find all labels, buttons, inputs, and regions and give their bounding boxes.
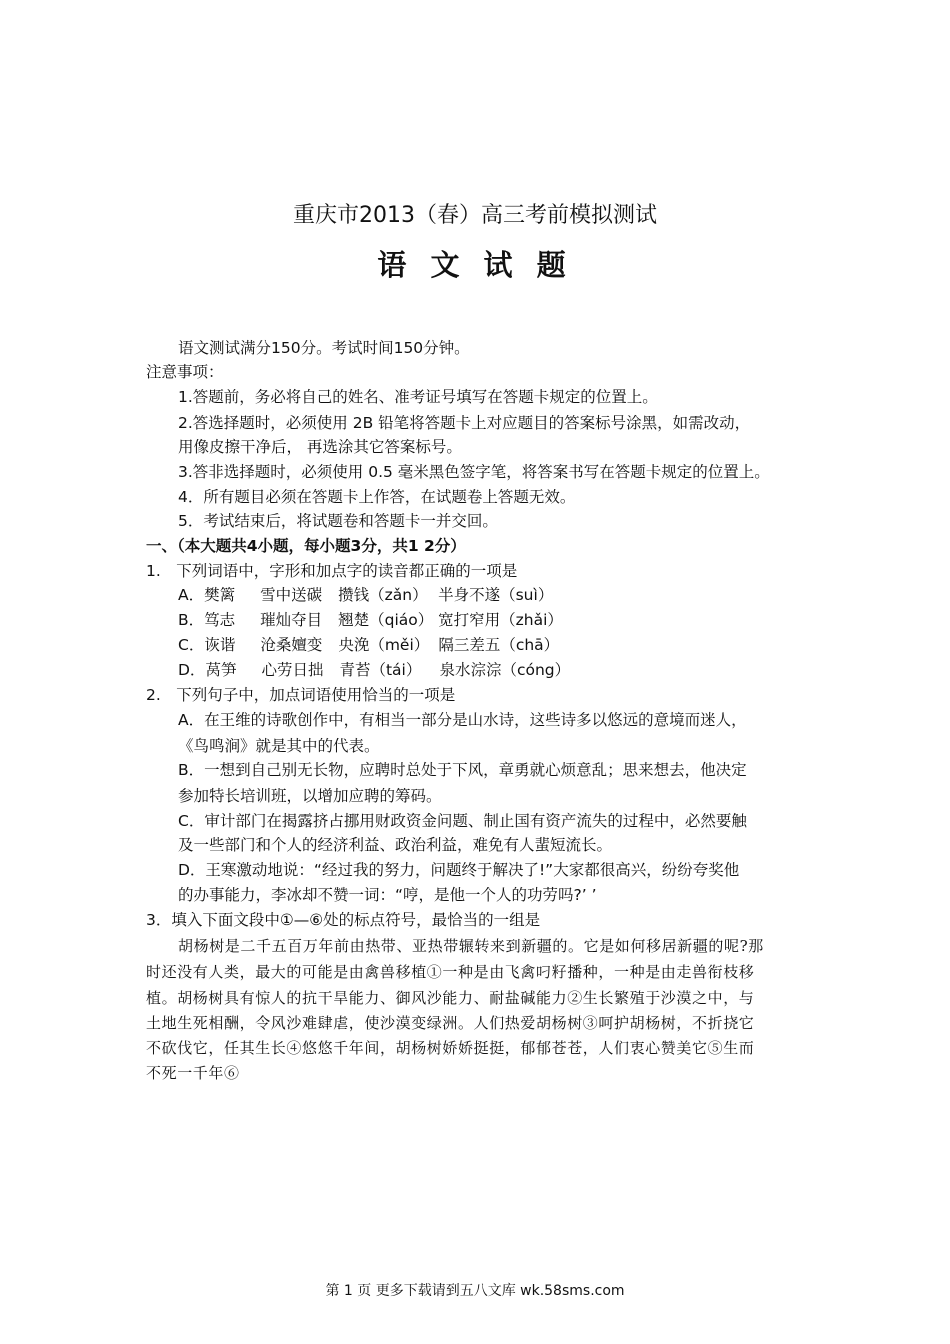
page-footer: 第 1 页 更多下载请到五八文库 wk.58sms.com	[325, 1283, 625, 1299]
q1-option-d	[178, 660, 570, 680]
option-word: 雪中送碳	[260, 586, 323, 604]
note-2: 2.答选择题时，必须使用 2B 铅笔将答题卡上对应题目的答案标号涂黑，如需改动，	[178, 414, 751, 432]
option-word: 莴笋	[205, 661, 237, 679]
q3-passage-line: 不死一千年⑥	[146, 1064, 240, 1082]
q1-stem: 1. 下列词语中，字形和加点字的读音都正确的一项是	[146, 562, 518, 580]
note-2-cont: 用像皮擦干净后， 再选涂其它答案标号。	[178, 438, 462, 456]
q1-option-b	[178, 610, 563, 630]
q2-line: 的办事能力，李冰却不赞一词：“哼，是他一个人的功劳吗?’ ’	[178, 886, 597, 904]
option-label: A．	[178, 586, 205, 604]
note-5: 5．考试结束后，将试题卷和答题卡一并交回。	[178, 512, 498, 530]
option-word: 攒钱（zǎn）	[338, 586, 428, 604]
option-word: 笃志	[204, 611, 236, 629]
option-word: 樊篱	[204, 586, 236, 604]
option-word: 璀灿夺目	[260, 611, 323, 629]
q3-passage-line: 胡杨树是二千五百万年前由热带、亚热带辗转来到新疆的。它是如何移居新疆的呢?那	[178, 937, 764, 955]
note-3: 3.答非选择题时，必须使用 0.5 毫米黑色签字笔，将答案书写在答题卡规定的位置上。	[178, 463, 770, 481]
q3-passage-line: 时还没有人类，最大的可能是由禽兽移植①一种是由飞禽叼籽播种，一种是由走兽衔枝移	[146, 963, 755, 981]
q2-line: 《鸟鸣涧》就是其中的代表。	[178, 737, 380, 755]
notice-title: 注意事项：	[146, 363, 224, 381]
q2-stem: 2. 下列句子中，加点词语使用恰当的一项是	[146, 686, 456, 704]
note-1: 1.答题前，务必将自己的姓名、准考证号填写在答题卡规定的位置上。	[178, 388, 658, 406]
option-word: 央浼（měi）	[338, 636, 430, 654]
option-word: 心劳日拙	[261, 661, 324, 679]
q3-passage-line: 土地生死相酬，令风沙难肆虐，使沙漠变绿洲。人们热爱胡杨树③呵护胡杨树，不折挠它	[146, 1014, 755, 1032]
q2-line: C．审计部门在揭露挤占挪用财政资金问题、制止国有资产流失的过程中，必然要触	[178, 812, 747, 830]
q2-line: 及一些部门和个人的经济利益、政治利益，难免有人蜚短流长。	[178, 836, 613, 854]
score-line: 语文测试满分150分。考试时间150分钟。	[178, 339, 470, 357]
option-label: C．	[178, 636, 205, 654]
option-label: D．	[178, 661, 206, 679]
option-word: 宽打窄用（zhǎi）	[438, 611, 563, 629]
q2-line: D．王寒激动地说：“经过我的努力，问题终于解决了!”大家都很高兴，纷纷夸奖他	[178, 861, 740, 879]
option-word: 沧桑嬗变	[260, 636, 323, 654]
q3-stem: 3．填入下面文段中①—⑥处的标点符号，最恰当的一组是	[146, 911, 541, 929]
q2-line: A．在王维的诗歌创作中，有相当一部分是山水诗，这些诗多以悠远的意境而迷人，	[178, 711, 747, 729]
option-word: 泉水淙淙（cóng）	[439, 661, 571, 679]
q1-option-a	[178, 585, 553, 605]
note-4: 4．所有题目必须在答题卡上作答，在试题卷上答题无效。	[178, 488, 576, 506]
option-word: 青苔（tái）	[339, 661, 422, 679]
q1-option-c	[178, 635, 559, 655]
q3-passage-line: 植。胡杨树具有惊人的抗干旱能力、御风沙能力、耐盐碱能力②生长繁殖于沙漠之中，与	[146, 989, 755, 1007]
q3-passage-line: 不砍伐它，任其生长④悠悠千年间，胡杨树娇娇挺挺，郁郁苍苍，人们衷心赞美它⑤生而	[146, 1039, 755, 1057]
exam-title: 重庆市2013（春）高三考前模拟测试	[293, 203, 657, 228]
option-word: 隔三差五（chā）	[438, 636, 560, 654]
option-label: B．	[178, 611, 205, 629]
subject-title: 语 文 试 题	[377, 248, 573, 282]
q2-line: B．一想到自己别无长物，应聘时总处于下风，章勇就心烦意乱；思来想去，他决定	[178, 761, 747, 779]
section-heading: 一、（本大题共4小题，每小题3分，共1 2分）	[146, 537, 466, 555]
option-word: 翘楚（qiáo）	[338, 611, 434, 629]
option-word: 诙谐	[204, 636, 236, 654]
q2-line: 参加特长培训班，以增加应聘的筹码。	[178, 787, 442, 805]
option-word: 半身不遂（suì）	[438, 586, 554, 604]
